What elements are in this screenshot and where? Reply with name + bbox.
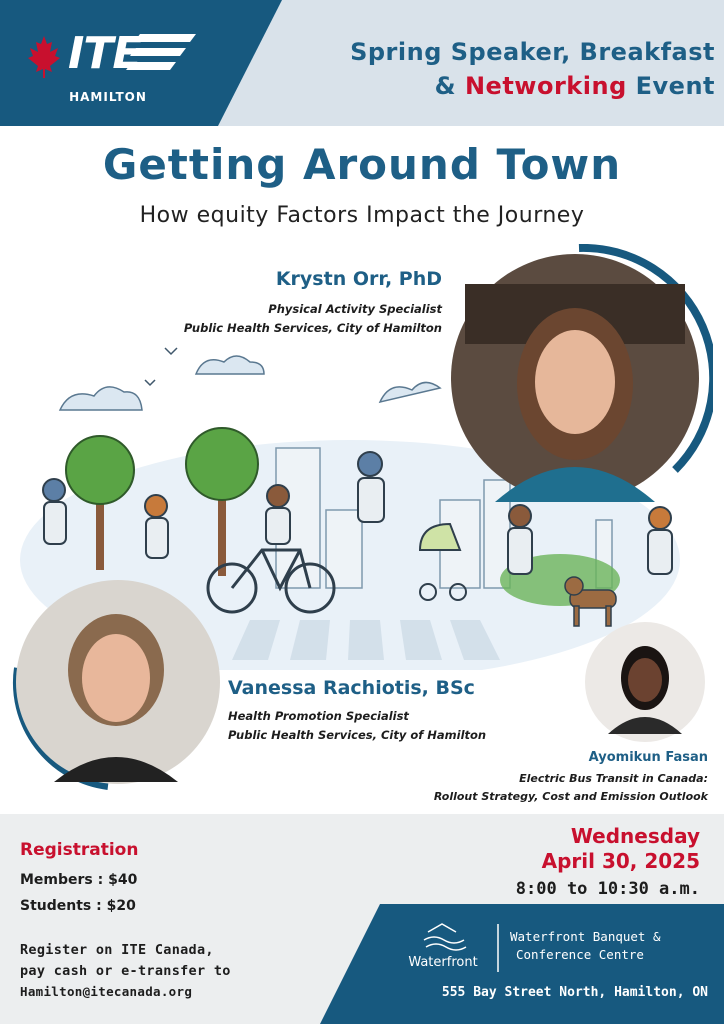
- speaker-role-line: Health Promotion Specialist: [228, 709, 409, 723]
- event-line2-highlight: Networking: [464, 72, 627, 100]
- event-time: 8:00 to 10:30 a.m.: [515, 879, 700, 899]
- registration-email[interactable]: Hamilton@itecanada.org: [20, 984, 193, 999]
- speaker-role-2: [228, 707, 548, 745]
- speaker-name-2: Vanessa Rachiotis, BSc: [228, 677, 475, 699]
- speaker-role-line: Public Health Services, City of Hamilton: [183, 321, 442, 335]
- page-subtitle: How equity Factors Impact the Journey: [139, 203, 585, 228]
- speaker-role-line: Public Health Services, City of Hamilton: [228, 728, 487, 742]
- event-title-line1: Spring Speaker, Breakfast: [350, 38, 715, 66]
- venue-logo-text: Waterfront: [408, 955, 478, 970]
- event-line2-prefix: &: [434, 72, 465, 100]
- venue-name-line: Waterfront Banquet &: [510, 929, 661, 944]
- bird-icon: [145, 380, 155, 385]
- speaker-role-line: Physical Activity Specialist: [268, 302, 442, 316]
- event-date: April 30, 2025: [541, 849, 700, 873]
- bird-icon: [165, 348, 177, 354]
- event-title-line2: [220, 72, 715, 100]
- speaker-role-line: Rollout Strategy, Cost and Emission Outlook: [433, 790, 708, 803]
- speaker-role-1: [150, 300, 442, 338]
- cloud-icon: [60, 356, 440, 410]
- logo-subtitle: HAMILTON: [69, 90, 147, 104]
- speaker-name-1: Krystn Orr, PhD: [275, 268, 442, 290]
- speaker-photo-ayomikun: [580, 620, 710, 744]
- speaker-photo-vanessa: [4, 576, 228, 800]
- event-line2-suffix: Event: [626, 72, 715, 100]
- venue-address: 555 Bay Street North, Hamilton, ON: [441, 985, 708, 1000]
- registration-title: Registration: [20, 840, 139, 860]
- venue-name-line: Conference Centre: [516, 947, 644, 962]
- speaker-name-3: Ayomikun Fasan: [588, 750, 708, 765]
- students-price: Students : $20: [20, 898, 136, 914]
- speaker-photo-krystn: [445, 244, 713, 512]
- logo-wordmark: ITE: [68, 28, 142, 79]
- speaker-role-line: Electric Bus Transit in Canada:: [519, 772, 708, 785]
- speaker-role-3: [380, 770, 708, 806]
- registration-info-line: Register on ITE Canada,: [20, 942, 214, 958]
- members-price: Members : $40: [20, 872, 138, 888]
- registration-info-line: pay cash or e-transfer to: [20, 963, 231, 979]
- event-day: Wednesday: [570, 824, 700, 848]
- page-title: Getting Around Town: [102, 140, 622, 189]
